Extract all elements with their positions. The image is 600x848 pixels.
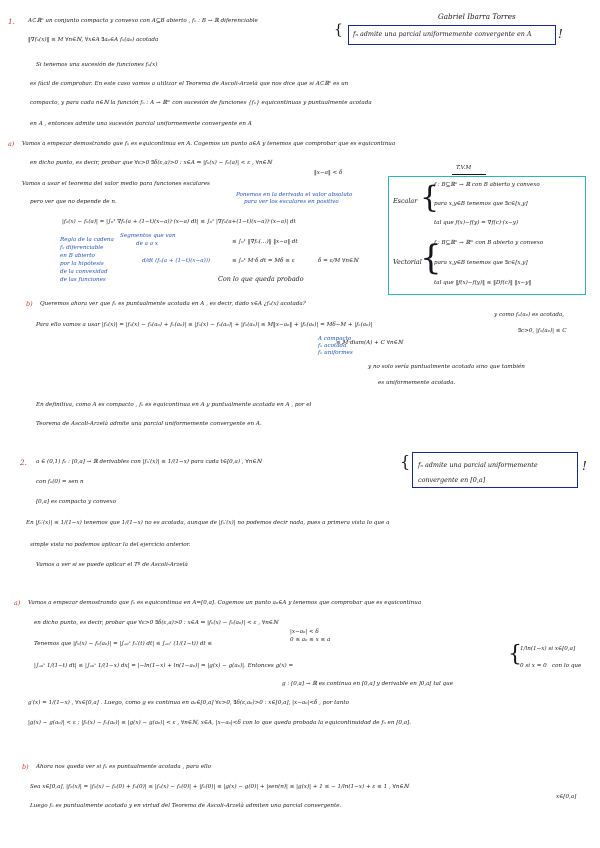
vectorial-label: Vectorial [393,258,422,266]
p1-a-derivative: d/dt (fₙ(a + (1−t)(x−a))) [142,258,211,264]
result-box-1-text: fₙ admite una parcial uniformemente convergente en A [353,30,532,38]
p2-b-line-2: Sea x∈[0,a], |fₙ(x)| = |fₙ(x) − fₙ(0) + fₙ(0)| ≤ |fₙ(x) − fₙ(0)| + |fₙ(0)| ≤ |g(x) − g(0)| + |sen(n)| ≤ |g(x)| + 1 ≤ − 1/ln(1−x) + ε ≤ 1 , ∀n∈ℕ [30,784,409,790]
escalar-line-1: f : B⊆ℝⁿ → ℝ con B abierto y convexo [434,182,540,188]
p2-sub-2: [0,a] es compacto y convexo [36,499,117,505]
p1-a-note-b-1: Segmentos que van [120,233,176,239]
p1-a-equation-2: ≤ ∫₀¹ ‖∇fₙ(…)‖ ‖x−a‖ dt [232,239,298,245]
escalar-brace: { [420,180,440,215]
p1-a-note-left [60,236,114,284]
p1-final-line-1: En definitiva, como A es compacto , fₙ es equicontinua en A y puntualmente acotada en A , por el [36,402,312,408]
p1-b-after-2: es uniformemente acotada. [378,380,456,386]
g-case-2: 0 si x = 0 [520,663,547,669]
vectorial-line-1: f : B⊆ℝⁿ → ℝᵐ con B abierto y convexo [434,240,544,246]
p1-a-line-1: Vamos a empezar demostrando que fₙ es equicontinua en A. Cogemos un punto a∈A y tenemos que comprobar que es equicontinua [22,141,396,147]
problem-1-statement-line-1: A⊂ℝⁿ un conjunto compacto y convexo con A⊆B abierto , fₙ : B → ℝ diferenciable [28,18,258,24]
p2-a-line-4: |∫ₐ₀ˣ 1/(1−t) dt| ≤ |∫ₐ₀ˣ 1/(1−x) dx| = |−ln(1−x) + ln(1−a₀)| = |g(x) − g(a₀)|. Entonces g(x) = [34,663,294,669]
vectorial-line-2: para x,y∈B tenemos que ∃c∈[x,y] [434,260,528,266]
author-name: Gabriel Ibarra Torres [438,12,516,21]
result-bang-2: ! [582,459,587,473]
vectorial-brace: { [420,238,442,278]
p2-a-line-7: |g(x) − g(a₀)| < ε ; |fₙ(x) − fₙ(a₀)| ≤ |g(x) − g(a₀)| < ε , ∀n∈ℕ, x∈A, |x−a₀|<δ con lo que queda probada la equicontinuidad de fₙ en [0,a]. [28,720,412,726]
p1-b-line-1: Queremos ahora ver que fₙ es puntualmente acotada en A , es decir, dado x∈A ¿fₙ(x) acotada? [40,301,306,307]
p2-a-line-3: Tenemos que |fₙ(x) − fₙ(a₀)| = |∫ₐ₀ˣ fₙ′(t) dt| ≤ ∫ₐ₀ˣ (1/(1−t)) dt ≤ [34,641,213,647]
problem-1-sequence-note: Si tenemos una sucesión de funciones fₙ(x) [36,62,158,68]
result-box-2-text: fₙ admite una parcial uniformemente convergente en [0,a] [418,461,538,484]
b-note-line: fₙ acotada [318,343,347,349]
note-left-line: fₙ diferenciable [60,245,104,251]
p1-a-equation-3: ≤ ∫₀¹ M·δ dt = Mδ ≤ ε [232,258,295,264]
problem-1-statement-line-2: ‖∇fₙ(x)‖ ≤ M ∀n∈ℕ, ∀x∈A ∃a₀∈A fₙ(a₀) acotada [28,37,159,43]
p1-b-right-2: ∃c>0, |fₙ(a₀)| ≤ C [518,328,567,334]
problem-2-number: 2. [20,458,27,467]
note-left-line: Regla de la cadena [60,237,114,243]
p2-part-b-label: b) [22,763,29,771]
p2-b-line-3: Luego fₙ es puntualmente acotada y en virtud del Teorema de Ascoli-Arzelà admiten una parcial convergente. [30,803,342,809]
note-left-line: en B abierto [60,253,95,259]
vectorial-line-3: tal que ‖f(x)−f(y)‖ ≤ ‖Df(c)‖ ‖x−y‖ [434,280,532,286]
p1-a-line-3: Vamos a usar el teorema del valor medio para funciones escalares [22,181,210,187]
p1-part-b-label: b) [26,300,33,308]
g-brace: { [508,642,522,667]
p2-a-condition-2: 0 ≤ a₀ ≤ x ≤ a [290,637,331,643]
problem-2-statement: a ∈ (0,1) fₙ : [0,a] → ℝ derivables con |fₙ′(x)| ≤ 1/(1−x) para cada t∈[0,a) , ∀n∈ℕ [36,459,262,465]
p1-b-right-3: ≤ M·diam(A) + C ∀n∈ℕ [336,340,403,346]
p2-a-line-5: g : [0,a] → ℝ es continua en [0,a] y derivable en ]0,a[ tal que [282,681,454,687]
p1-a-note-top-2: para ver los escalares en positivo [244,199,339,205]
p1-a-line-2: en dicho punto, es decir, probar que ∀ε>0 ∃δ(ε,a)>0 : x∈A ⇒ |fₙ(x) − fₙ(a)| < ε , ∀n∈ℕ [30,160,272,166]
p1-a-note-top-1: Ponemos en la derivada el valor absoluto [236,192,353,198]
p1-b-note [318,336,353,357]
p1-b-after-1: y no solo sería puntualmente acotada sino que también [368,364,525,370]
p2-para-line-1: En |fₙ′(x)| ≤ 1/(1−x) tenemos que 1/(1−x) no es acotada, aunque de |fₙ′(x)| no podemos decir nada, pues a primera vista lo que a [26,520,390,526]
p2-part-a-label: a) [14,599,21,607]
note-left-line: de las funciones [60,277,106,283]
p2-sub-1: con fₙ(0) = sen n [36,479,84,485]
p1-paragraph-line-1: es fácil de comprobar. En este caso vamos a utilizar el Teorema de Ascoli-Arzelà que nos dice que si A⊂ℝⁿ es un [30,81,349,87]
p2-a-condition: |x−a₀| < δ [290,629,319,635]
p1-a-conclusion: Con lo que queda probado [218,275,304,283]
p1-paragraph-line-2: compacto, y para cada n∈ℕ la función fₙ : A → ℝᵐ con sucesión de funciones {fₙ} equicontinuas y puntualmente acotada [30,100,372,106]
p1-b-right-1: y como fₙ(a₀) es acotada, [494,312,565,318]
b-note-line: A compacto [318,336,352,342]
tvm-underline [452,174,486,175]
p1-final-line-2: Teorema de Ascoli-Arzelà admite una parcial uniformemente convergente en A. [36,421,262,427]
p1-paragraph-line-3: en A , entonces admite una sucesión parcial uniformemente convergente en A [30,121,252,127]
escalar-label: Escalar [393,197,418,205]
note-left-line: de la convexidad [60,269,108,275]
p2-para-line-3: Vamos a ver si se puede aplicar el Tº de Ascoli-Arzelà [36,562,188,568]
problem-1-number: 1. [8,17,15,26]
p2-a-line-6: g′(x) = 1/(1−x) , ∀x∈[0,a] . Luego, como g es continua en a₀∈[0,a] ∀ε>0, ∃δ(ε,a₀)>0 : x∈[0,a], |x−a₀|<δ , por tanto [28,700,349,706]
p1-a-line-4: pero ver que no depende de n. [30,199,117,205]
p1-a-equation-1: |fₙ(x) − fₙ(a)| = |∫₀¹ ∇fₙ(a + (1−t)(x−a))·(x−a) dt| ≤ ∫₀¹ |∇fₙ(a+(1−t)(x−a))·(x−a)| dt [62,219,296,225]
p2-a-line-2: en dicho punto, es decir, probar que ∀ε>0 ∃δ(ε,a)>0 : x∈A ⇒ |fₙ(x) − fₙ(a₀)| < ε , ∀n∈ℕ [34,620,279,626]
brace-open: { [334,22,343,38]
p2-b-line-1: Ahora nos queda ver si fₙ es puntualmente acotada , para ello [36,764,211,770]
result-bang: ! [558,27,563,41]
p1-part-a-label: a) [8,140,15,148]
p2-para-line-2: simple vista no podemos aplicar la del ejercicio anterior. [30,542,191,548]
g-case-1: 1/ln(1−x) si x∈[0,a] [520,646,576,652]
escalar-line-2: para x,y∈B tenemos que ∃c∈[x,y] [434,201,528,207]
b-note-line: fₙ uniformes [318,350,353,356]
escalar-line-3: tal que f(x)−f(y) = ∇f(c)·(x−y) [434,220,519,226]
p2-brace-open: { [400,452,411,471]
tvm-title: T.V.M [456,165,472,171]
p1-a-equation-4: δ = ε/M ∀n∈ℕ [318,258,359,264]
p1-a-note-b-2: de a a x [136,241,159,247]
note-left-line: por la hipótesis [60,261,104,267]
p1-b-line-2: Para ello vamos a usar |fₙ(x)| = |fₙ(x) − fₙ(a₀) + fₙ(a₀)| ≤ |fₙ(x) − fₙ(a₀)| + |fₙ(a₀)| ≤ M‖x−a₀‖ + |fₙ(a₀)| = Mδ−M + |fₙ(a₀)| [36,322,373,328]
p2-b-tail: x∈[0,a] [556,794,577,800]
p1-a-condition: ‖x−a‖ < δ [314,170,343,176]
p2-a-line-1: Vamos a empezar demostrando que fₙ es equicontinua en A=[0,a]. Cogemos un punto a₀∈A y tenemos que comprobar que es equicontinua [28,600,422,606]
g-con: con lo que [552,663,582,669]
mean-value-theorem-box [388,176,586,295]
